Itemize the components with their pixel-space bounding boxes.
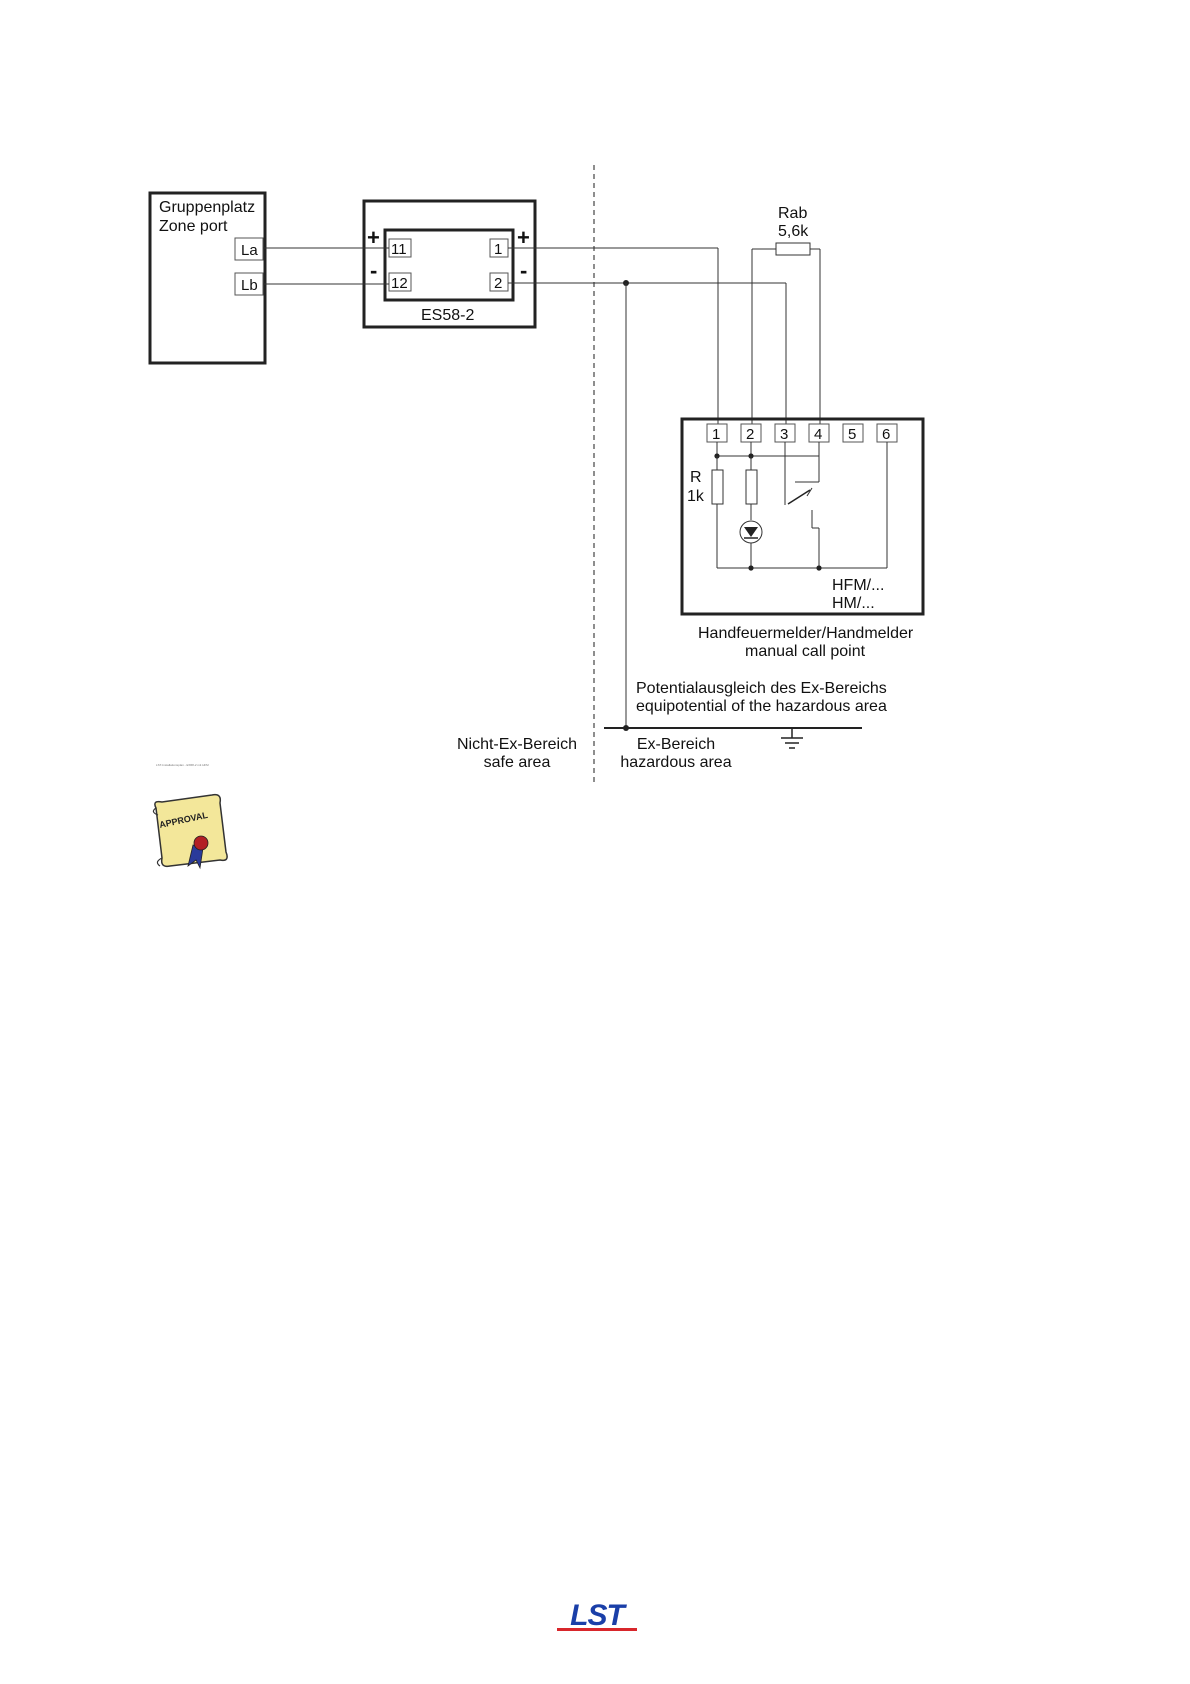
barrier-terminal-11: 11 — [391, 241, 407, 258]
equipotential-label-de: Potentialausgleich des Ex-Bereichs — [636, 680, 887, 697]
r-name: R — [690, 469, 702, 486]
mcp-terminal-1: 1 — [712, 426, 721, 443]
lst-logo — [557, 1599, 637, 1632]
manual-call-point — [682, 419, 923, 614]
barrier-out-plus: + — [517, 225, 530, 250]
approval-badge — [153, 795, 227, 868]
barrier-terminal-2: 2 — [494, 275, 503, 292]
zone-port-title-de: Gruppenplatz — [159, 199, 256, 216]
hazardous-area-en: hazardous area — [620, 754, 732, 771]
barrier-name: ES58-2 — [421, 307, 475, 324]
mcp-caption-de: Handfeuermelder/Handmelder — [698, 625, 914, 642]
led-icon — [740, 521, 762, 543]
zone-port-title-en: Zone port — [159, 218, 228, 235]
drawing-reference: LST-Installationsplan - ES58-2 mit HFM — [156, 763, 209, 767]
terminal-lb: Lb — [241, 277, 258, 294]
equipotential-label-en: equipotential of the hazardous area — [636, 698, 887, 715]
model-hfm: HFM/... — [832, 577, 885, 594]
barrier-terminal-1: 1 — [494, 241, 503, 258]
mcp-terminal-4: 4 — [814, 426, 823, 443]
barrier-es58-2 — [364, 201, 535, 327]
mcp-terminal-3: 3 — [780, 426, 789, 443]
rab-name: Rab — [778, 205, 808, 222]
safe-area-de: Nicht-Ex-Bereich — [456, 736, 577, 753]
zone-port-box — [150, 193, 265, 363]
safe-area-en: safe area — [483, 754, 551, 771]
mcp-terminal-5: 5 — [848, 426, 857, 443]
barrier-out-minus: - — [520, 258, 528, 283]
logo-text: LST — [570, 1599, 624, 1632]
rab-value: 5,6k — [778, 223, 809, 240]
barrier-in-minus: - — [370, 258, 378, 283]
barrier-in-plus: + — [367, 225, 380, 250]
mcp-terminal-2: 2 — [746, 426, 755, 443]
barrier-terminal-12: 12 — [391, 275, 408, 292]
hazardous-area-de: Ex-Bereich — [636, 736, 716, 753]
model-hm: HM/... — [832, 595, 875, 612]
switch-icon — [788, 490, 810, 504]
ground-icon — [781, 728, 803, 748]
r-value: 1k — [687, 488, 704, 505]
approval-text: APPROVAL — [158, 809, 209, 830]
mcp-terminal-6: 6 — [882, 426, 891, 443]
mcp-caption-en: manual call point — [745, 643, 866, 660]
terminal-la: La — [241, 242, 258, 259]
